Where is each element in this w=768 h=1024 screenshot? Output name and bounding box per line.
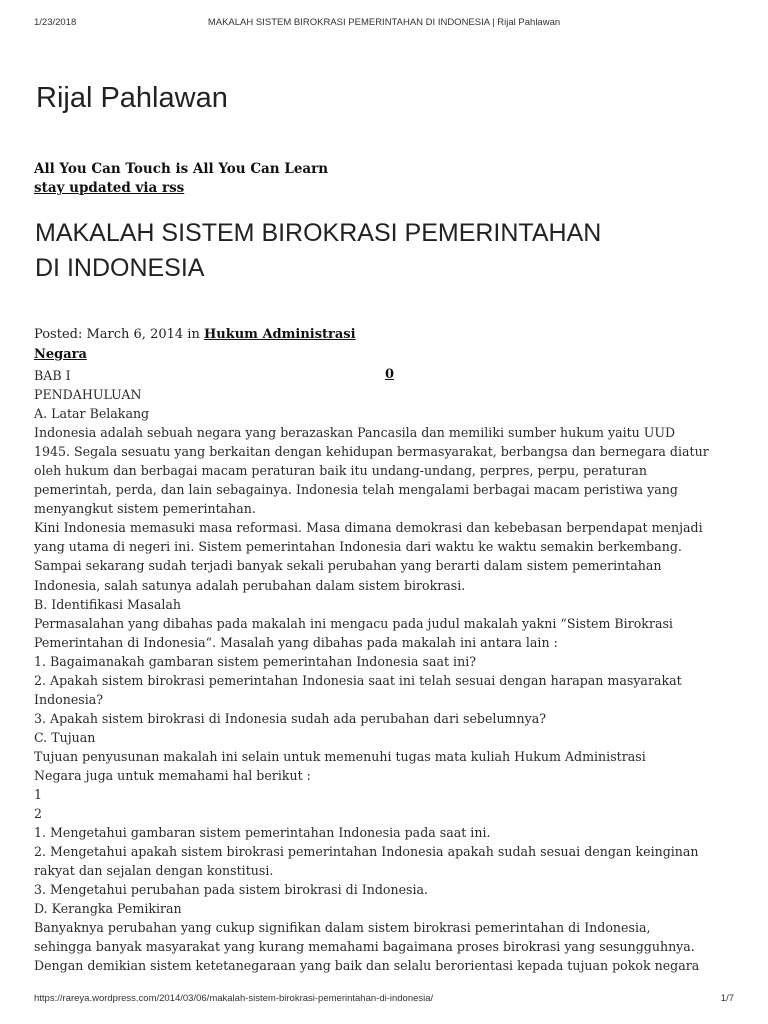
body-line: Indonesia adalah sebuah negara yang berazaskan Pancasila dan memiliki sumber hukum yaitu UUD — [34, 425, 676, 441]
body-line: A. Latar Belakang — [34, 406, 150, 422]
body-line: 3. Apakah sistem birokrasi di Indonesia sudah ada perubahan dari sebelumnya? — [34, 710, 546, 726]
post-title-line-1: MAKALAH SISTEM BIROKRASI PEMERINTAHAN — [35, 219, 602, 247]
print-page-number: 1/7 — [720, 993, 734, 1004]
rss-link[interactable]: stay updated via rss — [34, 180, 185, 196]
body-line: D. Kerangka Pemikiran — [34, 901, 182, 917]
body-line: Tujuan penyusunan makalah ini selain untuk memenuhi tugas mata kuliah Hukum Administrasi — [34, 748, 646, 764]
print-date: 1/23/2018 — [34, 17, 77, 28]
body-line: 2. Mengetahui apakah sistem birokrasi pemerintahan Indonesia apakah sudah sesuai dengan keinginan — [34, 844, 699, 860]
print-footer — [34, 993, 734, 1007]
body-line: Kini Indonesia memasuki masa reformasi. Masa dimana demokrasi dan kebebasan berpendapat menjadi — [34, 520, 703, 536]
body-line: oleh hukum dan berbagai macam peraturan baik itu undang-undang, perpres, perpu, peraturan — [34, 463, 648, 479]
posted-label: Posted: March 6, 2014 in — [34, 327, 200, 342]
body-line: C. Tujuan — [34, 729, 96, 745]
body-line: rakyat dan sejalan dengan konstitusi. — [34, 863, 274, 879]
body-line: sehingga banyak masyarakat yang kurang memahami bagaimana proses birokrasi yang sesungguhnya. — [34, 939, 695, 955]
body-line: 1945. Segala sesuatu yang berkaitan dengan kehidupan bermasyarakat, berbangsa dan bernegara diatur — [34, 444, 709, 460]
post-body — [34, 366, 734, 976]
body-line: Indonesia, salah satunya adalah perubahan dalam sistem birokrasi. — [34, 577, 466, 593]
body-line: Indonesia? — [34, 691, 104, 707]
print-header — [34, 17, 734, 31]
body-line: 1 — [34, 787, 43, 803]
body-line: Sampai sekarang sudah terjadi banyak sekali perubahan yang berarti dalam sistem pemerintahan — [34, 558, 662, 574]
print-page-title: MAKALAH SISTEM BIROKRASI PEMERINTAHAN DI INDONESIA | Rijal Pahlawan — [207, 17, 561, 28]
site-title[interactable]: Rijal Pahlawan — [36, 82, 228, 114]
comments-link[interactable]: 0 — [384, 367, 394, 382]
site-tagline: All You Can Touch is All You Can Learn — [34, 161, 329, 177]
post-title-line-2: DI INDONESIA — [35, 254, 205, 282]
body-line: 3. Mengetahui perubahan pada sistem birokrasi di Indonesia. — [34, 882, 429, 898]
body-line: 2 — [34, 806, 43, 822]
body-line: Permasalahan yang dibahas pada makalah ini mengacu pada judul makalah yakni “Sistem Birokrasi — [34, 615, 673, 631]
body-line: BAB I — [34, 368, 71, 383]
body-line: 1. Bagaimanakah gambaran sistem pemerintahan Indonesia saat ini? — [34, 653, 476, 669]
category-link[interactable]: Hukum Administrasi Negara — [34, 327, 356, 362]
body-line: 1. Mengetahui gambaran sistem pemerintahan Indonesia pada saat ini. — [34, 825, 491, 841]
body-line: menyangkut sistem pemerintahan. — [34, 501, 256, 517]
body-line: PENDAHULUAN — [34, 387, 142, 403]
post-title — [35, 216, 675, 286]
print-url: https://rareya.wordpress.com/2014/03/06/makalah-sistem-birokrasi-pemerintahan-di-indonesia/ — [34, 993, 434, 1004]
body-line: Negara juga untuk memahami hal berikut : — [34, 767, 311, 783]
body-line: Banyaknya perubahan yang cukup signifikan dalam sistem birokrasi pemerintahan di Indonesia, — [34, 920, 651, 936]
body-line: Pemerintahan di Indonesia“. Masalah yang dibahas pada makalah ini antara lain : — [34, 634, 558, 650]
body-line: 2. Apakah sistem birokrasi pemerintahan Indonesia saat ini telah sesuai dengan harapan masyarakat — [34, 672, 682, 688]
body-line: pemerintah, perda, dan lain sebagainya. Indonesia telah mengalami berbagai macam peristiwa yang — [34, 482, 678, 498]
site-header — [34, 160, 328, 198]
body-line: B. Identifikasi Masalah — [34, 596, 182, 612]
body-line: Dengan demikian sistem ketetanegaraan yang baik dan selalu berorientasi kepada tujuan pokok negara — [34, 958, 700, 974]
body-line: yang utama di negeri ini. Sistem pemerintahan Indonesia dari waktu ke waktu semakin berkembang. — [34, 539, 682, 555]
